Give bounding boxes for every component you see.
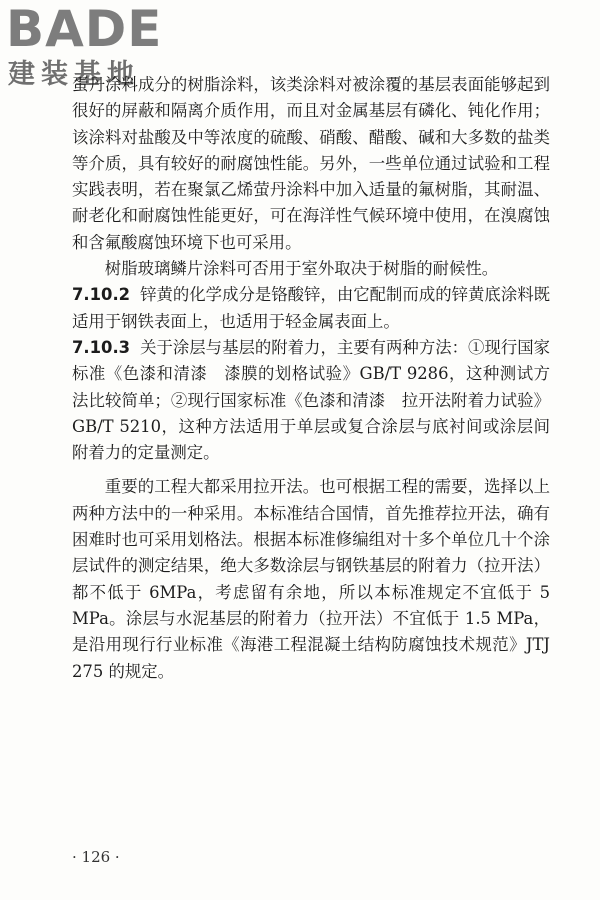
clause-text: 关于涂层与基层的附着力，主要有两种方法：①现行国家标准《色漆和清漆 漆膜的划格试验》GB/T 9286，这种测试方法比较简单；②现行国家标准《色漆和清漆 拉开法附着力试验》GB/T 5210，这种方法适用于单层或复合涂层与底衬间或涂层间附着力的定量测定。 — [72, 337, 550, 463]
paragraph-resin-glass-flake: 树脂玻璃鳞片涂料可否用于室外取决于树脂的耐候性。 — [104, 259, 499, 279]
document-body — [72, 72, 550, 685]
clause-7-10-2 — [72, 282, 550, 335]
clause-7-10-3 — [72, 335, 550, 466]
clause-number: 7.10.3 — [72, 337, 131, 357]
page-number: · 126 · — [72, 848, 120, 866]
clause-text: 锌黄的化学成分是铬酸锌，由它配制而成的锌黄底涂料既适用于钢铁表面上，也适用于轻金属表面上。 — [72, 285, 550, 331]
paragraph-continued: 蛋丹涂料成分的树脂涂料，该类涂料对被涂覆的基层表面能够起到很好的屏蔽和隔离介质作用，而且对金属基层有磷化、钝化作用；该涂料对盐酸及中等浓度的硫酸、硝酸、醋酸、碱和大多数的盐类等介质，具有较好的耐腐蚀性能。另外，一些单位通过试验和工程实践表明，若在聚氯乙烯萤丹涂料中加入适量的氟树脂，其耐温、耐老化和耐腐蚀性能更好，可在海洋性气候环境中使用，在溴腐蚀和含氟酸腐蚀环境下也可采用。 — [72, 75, 550, 252]
logo-subtitle-text: 建装基地 — [8, 59, 140, 90]
paragraph-adhesion-method: 重要的工程大都采用拉开法。也可根据工程的需要，选择以上两种方法中的一种采用。本标准结合国情，首先推荐拉开法，确有困难时也可采用划格法。根据本标准修编组对十多个单位几十个涂层试件的测定结果，绝大多数涂层与钢铁基层的附着力（拉开法）都不低于 6MPa，考虑留有余地，所以本标准规定不宜低于 5 MPa。涂层与水泥基层的附着力（拉开法）不宜低于 1.5 MPa，是沿用现行行业标准《海港工程混凝土结构防腐蚀技术规范》JTJ 275 的规定。 — [72, 477, 550, 681]
clause-number: 7.10.2 — [72, 285, 131, 305]
logo-brand-text: BADE — [6, 0, 163, 58]
